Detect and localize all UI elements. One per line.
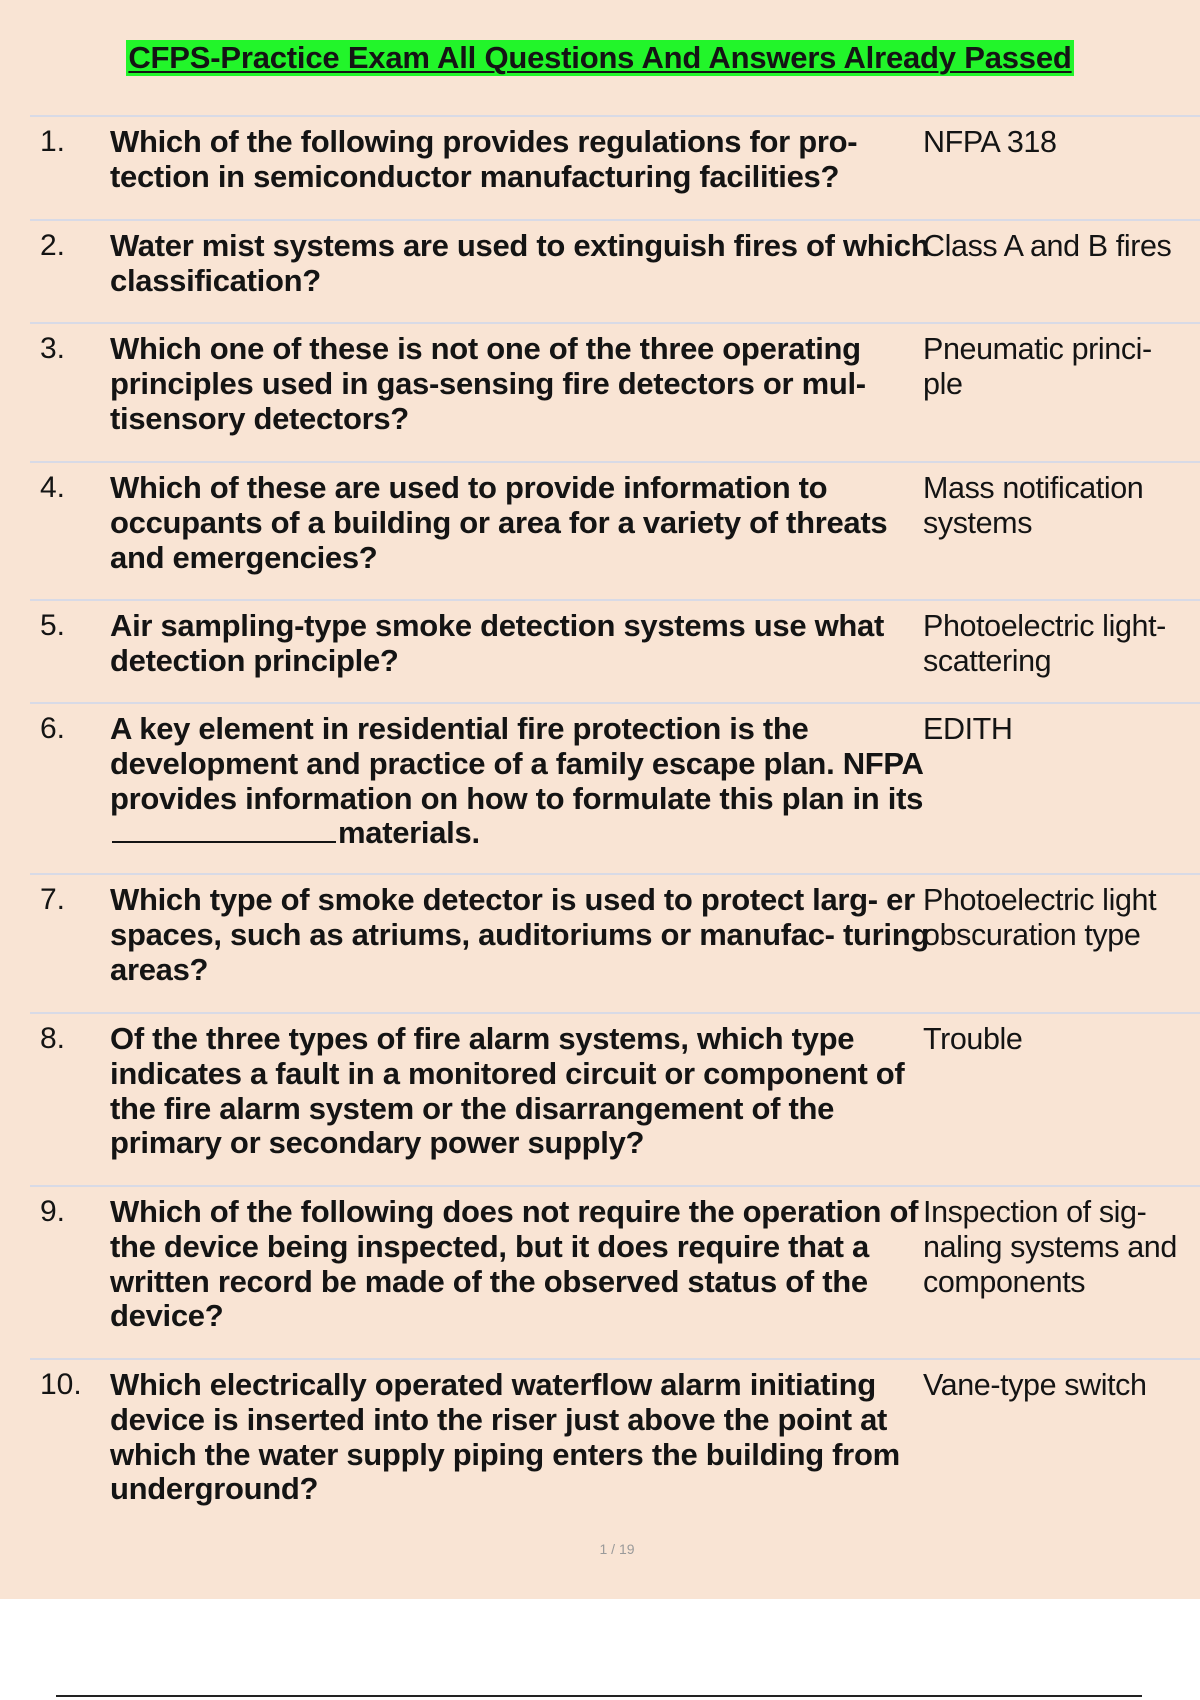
item-number: 1. (40, 125, 66, 158)
question-text: Which electrically operated waterflow alarm initiating device is inserted into the riser just above the point at which the water supply piping enters the building from underground? (110, 1367, 900, 1507)
item-number: 10. (40, 1368, 82, 1401)
qa-item (30, 873, 1200, 1012)
qa-item (30, 702, 1200, 873)
fill-in-blank (112, 819, 336, 843)
answer-text: Trouble (923, 1022, 1023, 1056)
item-number: 3. (40, 332, 66, 365)
question-text-part: materials. (338, 815, 480, 851)
document-title: CFPS-Practice Exam All Questions And Answers Already Passed (128, 40, 1072, 75)
qa-item (30, 322, 1200, 461)
bottom-divider (56, 1695, 1142, 1697)
qa-item (30, 1012, 1200, 1185)
qa-item (30, 599, 1200, 702)
answer-text: Class A and B fires (923, 229, 1172, 263)
answer-text: Inspection of sig- naling systems and components (923, 1195, 1177, 1299)
question-text: Which one of these is not one of the three operating principles used in gas-sensing fire detectors or mul- tisensory detectors? (110, 331, 866, 436)
title-container (0, 40, 1200, 76)
question-text: Which of the following provides regulations for pro- tection in semiconductor manufacturing facilities? (110, 124, 858, 194)
answer-text: EDITH (923, 712, 1013, 746)
qa-list (30, 115, 1200, 1528)
qa-item (30, 1185, 1200, 1358)
item-number: 2. (40, 229, 66, 262)
question-text: Which type of smoke detector is used to protect larg- er spaces, such as atriums, auditoriums or manufac- turing areas? (110, 882, 929, 987)
item-number: 4. (40, 471, 66, 504)
qa-item (30, 1358, 1200, 1528)
question-text (110, 712, 945, 851)
item-number: 9. (40, 1195, 66, 1228)
question-text: Of the three types of fire alarm systems, which type indicates a fault in a monitored circuit or component of the fire alarm system or the disarrangement of the primary or secondary power supply? (110, 1021, 905, 1161)
item-number: 7. (40, 883, 66, 916)
answer-text: Photoelectric light-scattering (923, 609, 1166, 678)
question-text: Which of the following does not require the operation of the device being inspected, but it does require that a written record be made of the observed status of the device? (110, 1194, 919, 1334)
qa-item (30, 461, 1200, 599)
question-text: Air sampling-type smoke detection systems use what detection principle? (110, 608, 885, 678)
question-text: Water mist systems are used to extinguish fires of which classification? (110, 228, 930, 298)
question-text-part: A key element in residential fire protection is the development and practice of a family escape plan. NFPA provides information on how to formulate this plan in its (110, 711, 924, 816)
answer-text: NFPA 318 (923, 125, 1057, 159)
answer-text: Photoelectric light obscuration type (923, 883, 1157, 952)
page-indicator: 1 / 19 (599, 1541, 635, 1557)
answer-text: Mass notification systems (923, 471, 1144, 540)
answer-text: Vane-type switch (923, 1368, 1147, 1402)
qa-item (30, 115, 1200, 219)
item-number: 5. (40, 609, 66, 642)
item-number: 6. (40, 712, 66, 745)
qa-item (30, 219, 1200, 322)
answer-text: Pneumatic princi- ple (923, 332, 1152, 401)
question-text: Which of these are used to provide information to occupants of a building or area for a variety of threats and emergencies? (110, 470, 888, 575)
item-number: 8. (40, 1022, 66, 1055)
